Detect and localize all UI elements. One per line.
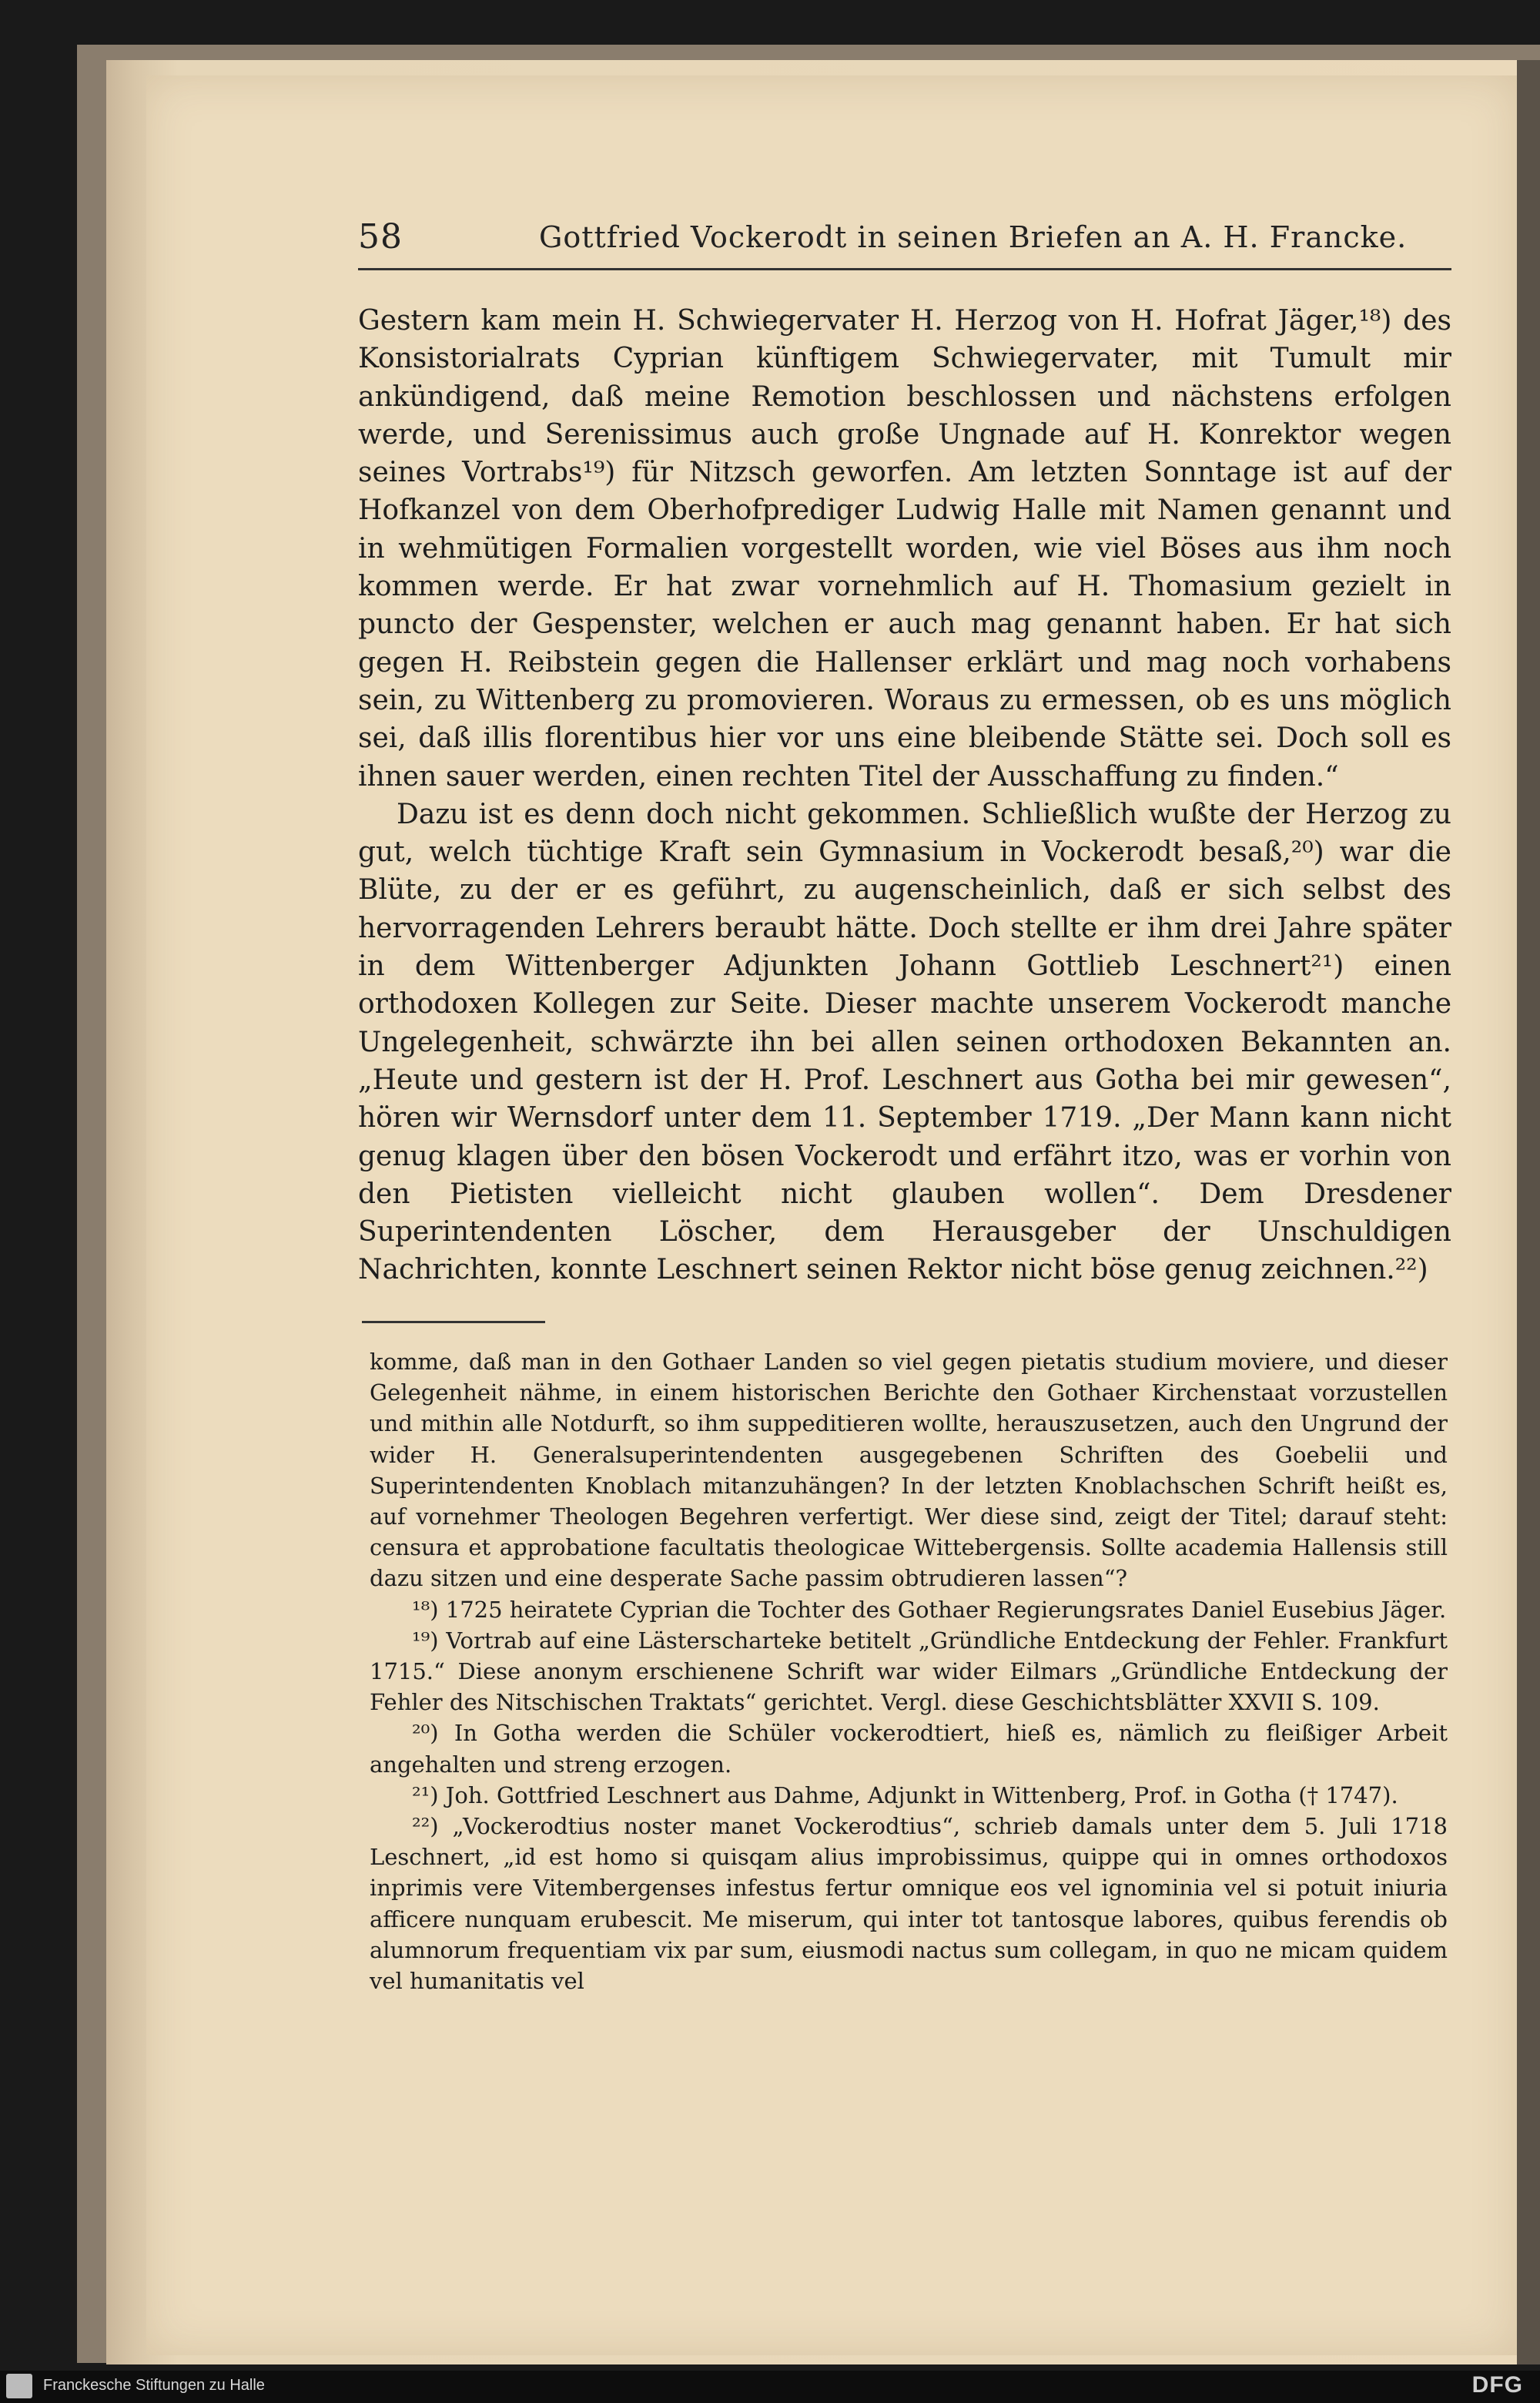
footnotes bbox=[370, 1346, 1448, 1996]
running-title: Gottfried Vockerodt in seinen Briefen an A. H. Francke. bbox=[539, 220, 1408, 254]
footnote-19: ¹⁹) Vortrab auf eine Lästerscharteke betitelt „Gründliche Entdeckung der Fehler. Frankfurt 1715.“ Diese anonym erschienene Schrift war wider Eilmars „Gründliche Entdeckung der Fehler des Nitschischen Traktats“ gerichtet. Vergl. diese Geschichtsblätter XXVII S. 109. bbox=[370, 1627, 1448, 1716]
footnote-21: ²¹) Joh. Gottfried Leschnert aus Dahme, Adjunkt in Wittenberg, Prof. in Gotha († 1747). bbox=[412, 1781, 1398, 1808]
institution-logo-icon bbox=[6, 2374, 32, 2398]
footnote-continuation: komme, daß man in den Gothaer Landen so viel gegen pietatis studium moviere, und dieser Gelegenheit nähme, in einem historischen Berichte den Gothaer Kirchenstaat vorzustellen und mithin alle Notdurft, so ihm suppeditieren wollte, herauszusetzen, auch den Ungrund der wider H. Generalsuperintendenten ausgegebenen Schriften des Goebelii und Superintendenten Knoblach mitanzuhängen? In der letzten Knoblachschen Schrift heißt es, auf vornehmer Theologen Begehren verfertigt. Wer diese sind, zeigt der Titel; darauf steht: censura et approbatione facultatis theologicae Wittebergensis. Sollte academia Hallensis still dazu sitzen und eine desperate Sache passim obtrudieren lassen“? bbox=[370, 1349, 1448, 1592]
institution-label: Franckesche Stiftungen zu Halle bbox=[43, 2377, 265, 2394]
header-rule bbox=[358, 268, 1451, 270]
paragraph: Gestern kam mein H. Schwiegervater H. Herzog von H. Hofrat Jäger,¹⁸) des Konsistorialrats Cyprian künftigem Schwiegervater, mit Tumult mir ankündigend, daß meine Remotion beschlossen und nächstens erfolgen werde, und Serenissimus auch große Ungnade auf H. Konrektor wegen seines Vortrabs¹⁹) für Nitzsch geworfen. Am letzten Sonntage ist auf der Hofkanzel von dem Oberhofprediger Ludwig Halle mit Namen genannt und in wehmütigen Formalien vorgestellt worden, wie viel Böses aus ihm noch kommen werde. Er hat zwar vornehmlich auf H. Thomasium gezielt in puncto der Gespenster, welchen er auch mag genannt haben. Er hat sich gegen H. Reibstein gegen die Hallenser erklärt und mag noch vorhabens sein, zu Wittenberg zu promovieren. Woraus zu ermessen, ob es uns möglich sei, daß illis florentibus hier vor uns eine bleibende Stätte sei. Doch soll es ihnen sauer werden, einen rechten Titel der Ausschaffung zu finden.“ bbox=[358, 305, 1451, 793]
page-number: 58 bbox=[358, 217, 403, 256]
footnote-rule bbox=[362, 1321, 545, 1323]
page-header bbox=[358, 217, 1436, 263]
footnote-18: ¹⁸) 1725 heiratete Cyprian die Tochter des Gothaer Regierungsrates Daniel Eusebius Jäger. bbox=[412, 1596, 1447, 1623]
footnote-20: ²⁰) In Gotha werden die Schüler vockerodtiert, hieß es, nämlich zu fleißiger Arbeit angehalten und streng erzogen. bbox=[370, 1720, 1448, 1778]
footnote-22: ²²) „Vockerodtius noster manet Vockerodtius“, schrieb damals unter dem 5. Juli 1718 Leschnert, „id est homo si quisqam alius improbissimus, quippe qui in omnes orthodoxos inprimis vere Vitembergenses infestus fertur omnique eos vel ignominia vel si potuit iniuria afficere nunquam erubescit. Me miserum, qui inter tot tantosque labores, quibus ferendis ob alumnorum frequentiam vix par sum, eiusmodi nactus sum collegam, in quo ne micam quidem vel humanitatis vel bbox=[370, 1813, 1448, 1995]
paragraph: Dazu ist es denn doch nicht gekommen. Schließlich wußte der Herzog zu gut, welch tüchtige Kraft sein Gymnasium in Vockerodt besaß,²⁰) war die Blüte, zu der er es geführt, zu augenscheinlich, daß er sich selbst des hervorragenden Lehrers beraubt hätte. Doch stellte er ihm drei Jahre später in dem Wittenberger Adjunkten Johann Gottlieb Leschnert²¹) einen orthodoxen Kollegen zur Seite. Dieser machte unserem Vockerodt manche Ungelegenheit, schwärzte ihn bei allen seinen orthodoxen Bekannten an. „Heute und gestern ist der H. Prof. Leschnert aus Gotha bei mir gewesen“, hören wir Wernsdorf unter dem 11. September 1719. „Der Mann kann nicht genug klagen über den bösen Vockerodt und erfährt itzo, was er vorhin von den Pietisten vielleicht nicht glauben wollen“. Dem Dresdener Superintendenten Löscher, dem Herausgeber der Unschuldigen Nachrichten, konnte Leschnert seinen Rektor nicht böse genug zeichnen.²²) bbox=[358, 798, 1451, 1286]
body-text bbox=[358, 302, 1451, 1289]
scan-right-edge bbox=[1517, 60, 1540, 2364]
dfg-logo: DFG bbox=[1471, 2372, 1523, 2398]
